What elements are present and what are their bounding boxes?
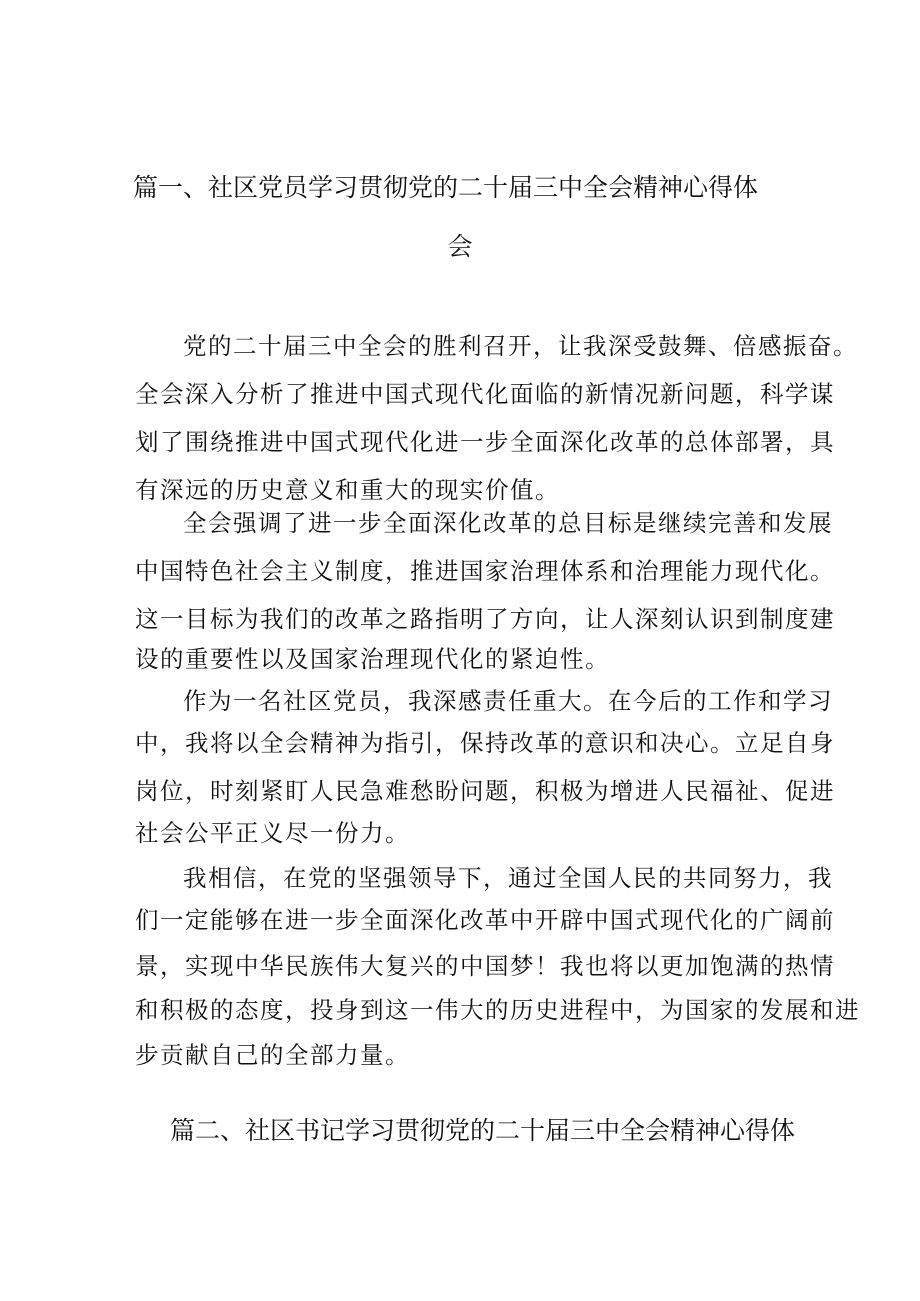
paragraph-line: 划了围绕推进中国式现代化进一步全面深化改革的总体部署，具 bbox=[135, 428, 835, 456]
paragraph-line: 中，我将以全会精神为指引，保持改革的意识和决心。立足自身 bbox=[135, 729, 835, 757]
paragraph-line: 们一定能够在进一步全面深化改革中开辟中国式现代化的广阔前 bbox=[135, 906, 835, 934]
paragraph-line: 作为一名社区党员，我深感责任重大。在今后的工作和学习 bbox=[183, 687, 833, 715]
paragraph-line: 社会公平正义尽一份力。 bbox=[135, 819, 410, 847]
paragraph-line: 我相信，在党的坚强领导下，通过全国人民的共同努力，我 bbox=[183, 864, 833, 892]
section-one-title-line1: 篇一、社区党员学习贯彻党的二十届三中全会精神心得体 bbox=[133, 173, 759, 202]
paragraph-line: 设的重要性以及国家治理现代化的紧迫性。 bbox=[135, 645, 610, 673]
paragraph-line: 这一目标为我们的改革之路指明了方向，让人深刻认识到制度建 bbox=[135, 605, 835, 633]
paragraph-line: 步贡献自己的全部力量。 bbox=[135, 1041, 410, 1069]
section-two-title-line1: 篇二、社区书记学习贯彻党的二十届三中全会精神心得体 bbox=[170, 1116, 796, 1145]
paragraph-line: 全会强调了进一步全面深化改革的总目标是继续完善和发展 bbox=[183, 509, 833, 537]
section-one-title-line2: 会 bbox=[447, 232, 473, 261]
paragraph-line: 景，实现中华民族伟大复兴的中国梦！我也将以更加饱满的热情 bbox=[135, 952, 835, 980]
paragraph-line: 全会深入分析了推进中国式现代化面临的新情况新问题，科学谋 bbox=[135, 380, 835, 408]
paragraph-line: 岗位，时刻紧盯人民急难愁盼问题，积极为增进人民福祉、促进 bbox=[135, 777, 835, 805]
paragraph-line: 和积极的态度，投身到这一伟大的历史进程中，为国家的发展和进 bbox=[135, 996, 860, 1024]
paragraph-line: 有深远的历史意义和重大的现实价值。 bbox=[135, 476, 560, 504]
paragraph-line: 中国特色社会主义制度，推进国家治理体系和治理能力现代化。 bbox=[135, 557, 835, 585]
paragraph-line: 党的二十届三中全会的胜利召开，让我深受鼓舞、倍感振奋。 bbox=[183, 332, 858, 360]
